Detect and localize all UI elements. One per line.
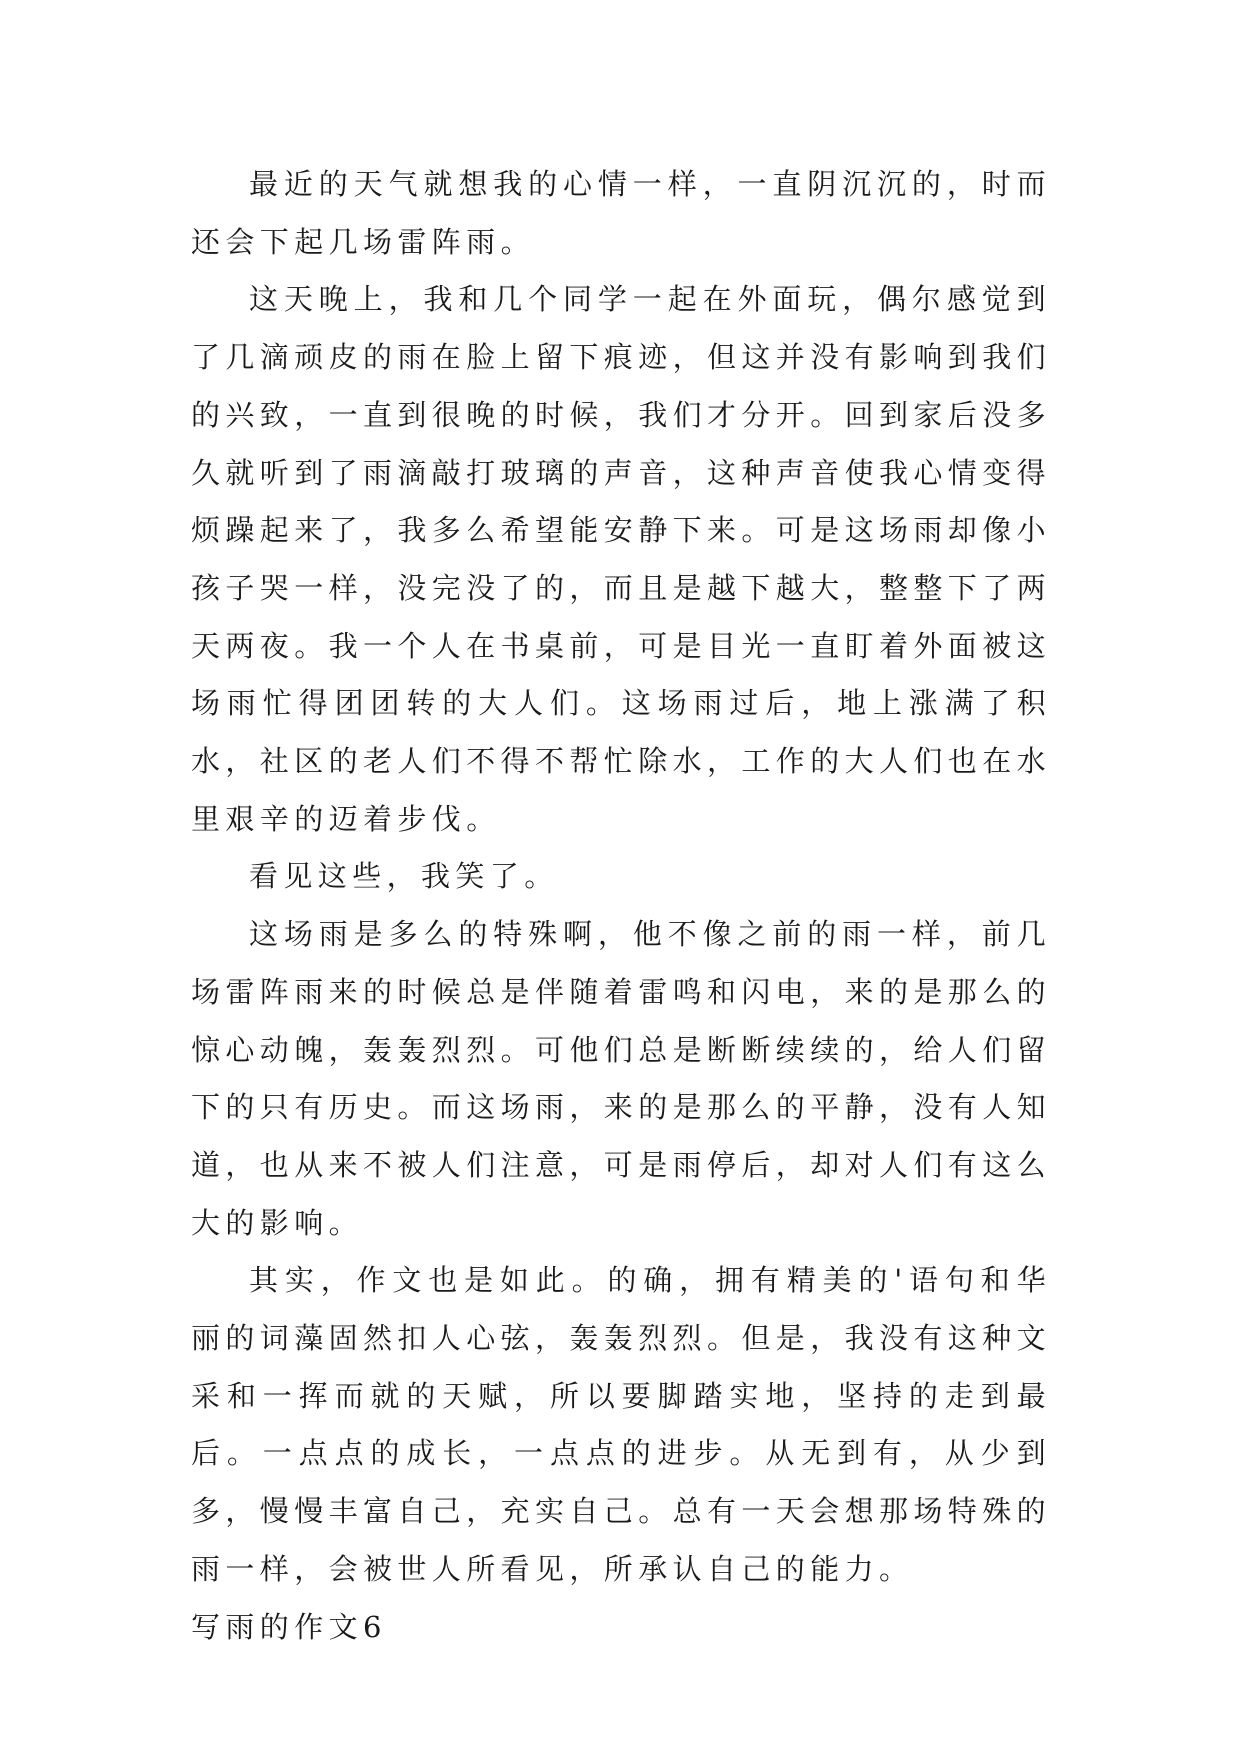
paragraph-special-rain: 这场雨是多么的特殊啊，他不像之前的雨一样，前几场雷阵雨来的时候总是伴随着雷鸣和闪电，来的是那么的惊心动魄，轰轰烈烈。可他们总是断断续续的，给人们留下的只有历史。而这场雨，来的是那么的平静，没有人知道，也从来不被人们注意，可是雨停后，却对人们有这么大的影响。	[191, 917, 1052, 1240]
paragraph-weather: 最近的天气就想我的心情一样，一直阴沉沉的，时而还会下起几场雷阵雨。	[191, 167, 1051, 259]
paragraph-writing: 其实，作文也是如此。的确，拥有精美的'语句和华丽的词藻固然扣人心弦，轰轰烈烈。但是，我没有这种文采和一挥而就的天赋，所以要脚踏实地，坚持的走到最后。一点点的成长，一点点的进步。从无到有，从少到多，慢慢丰富自己，充实自己。总有一天会想那场特殊的雨一样，会被世人所看见，所承认自己的能力。	[191, 1263, 1052, 1586]
paragraph-evening-rain: 这天晚上，我和几个同学一起在外面玩，偶尔感觉到了几滴顽皮的雨在脸上留下痕迹，但这并没有影响到我们的兴致，一直到很晚的时候，我们才分开。回到家后没多久就听到了雨滴敲打玻璃的声音，这种声音使我心情变得烦躁起来了，我多么希望能安静下来。可是这场雨却像小孩子哭一样，没完没了的，而且是越下越大，整整下了两天两夜。我一个人在书桌前，可是目光一直盯着外面被这场雨忙得团团转的大人们。这场雨过后，地上涨满了积水，社区的老人们不得不帮忙除水，工作的大人们也在水里艰辛的迈着步伐。	[191, 282, 1052, 836]
section-heading: 写雨的作文6	[191, 1609, 387, 1644]
document-body	[191, 156, 1051, 1656]
paragraph-smile: 看见这些，我笑了。	[249, 859, 559, 894]
